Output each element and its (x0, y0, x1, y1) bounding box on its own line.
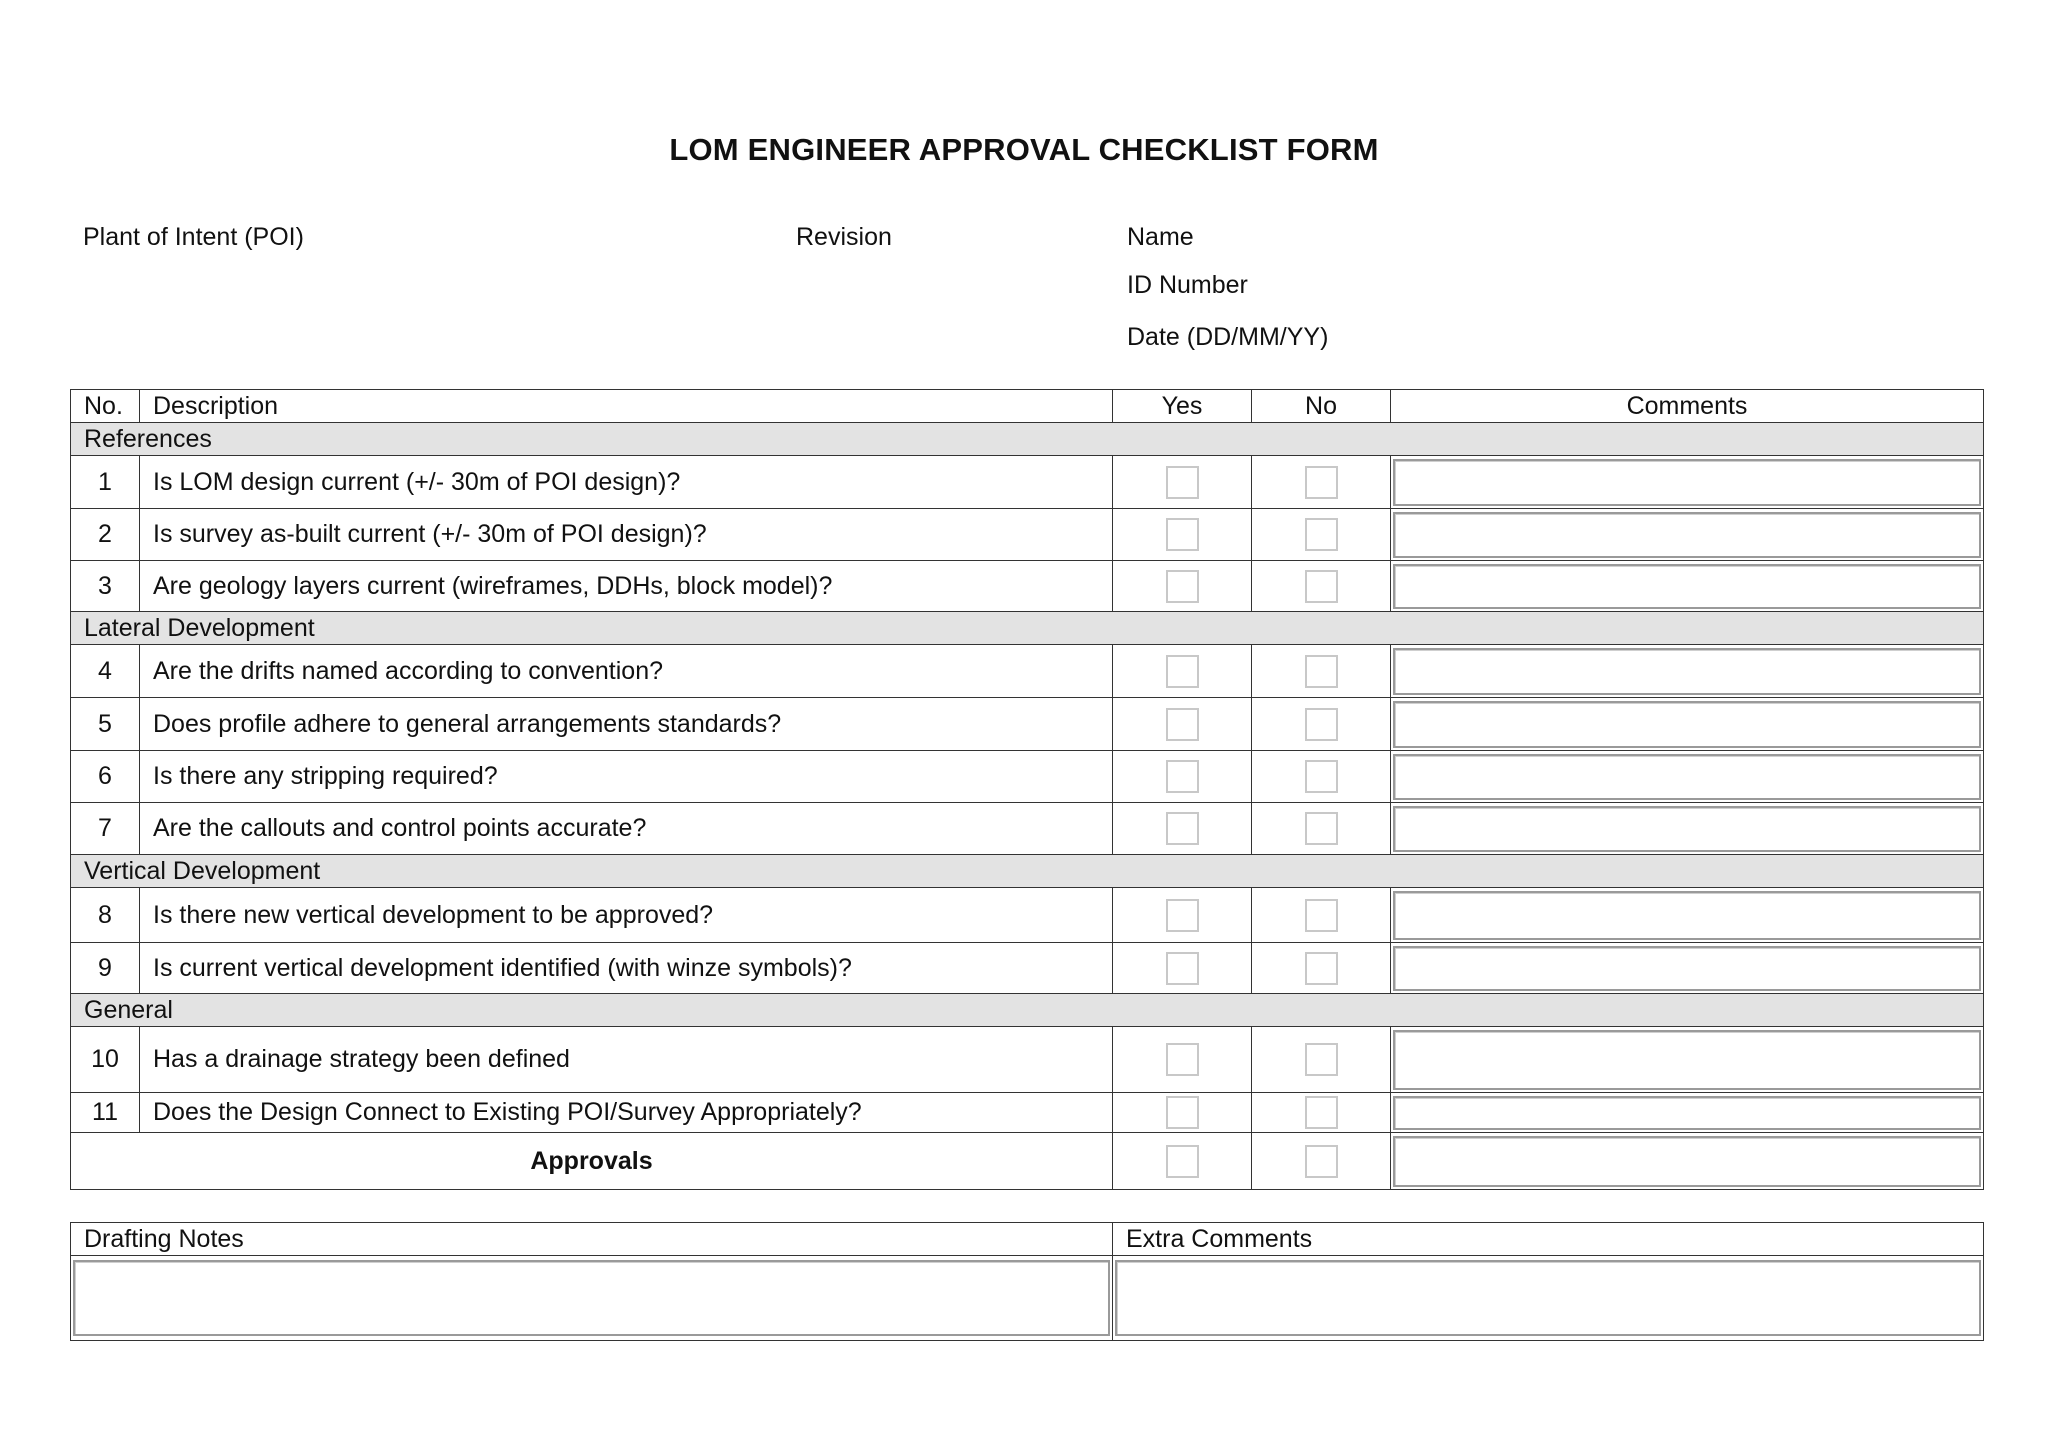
no-cell (1252, 698, 1391, 751)
no-cell (1252, 645, 1391, 698)
no-checkbox[interactable] (1305, 570, 1338, 603)
comment-cell (1391, 698, 1984, 751)
table-row (71, 456, 1984, 509)
yes-checkbox[interactable] (1166, 760, 1199, 793)
comment-field[interactable] (1393, 512, 1981, 558)
no-cell (1252, 888, 1391, 943)
column-header-description: Description (140, 390, 1113, 423)
notes-table (70, 1222, 1984, 1341)
yes-cell (1113, 888, 1252, 943)
comment-field[interactable] (1393, 1096, 1981, 1130)
comment-cell (1391, 803, 1984, 855)
item-description: Is LOM design current (+/- 30m of POI design)? (140, 456, 1113, 509)
item-description: Has a drainage strategy been defined (140, 1027, 1113, 1093)
section-row (71, 855, 1984, 888)
yes-checkbox[interactable] (1166, 899, 1199, 932)
item-number: 5 (71, 698, 140, 751)
item-number: 3 (71, 561, 140, 612)
comment-field[interactable] (1393, 1030, 1981, 1090)
extra-comments-field[interactable] (1115, 1260, 1981, 1336)
comment-cell (1391, 888, 1984, 943)
approval-yes-cell (1113, 1133, 1252, 1190)
approval-no-checkbox[interactable] (1305, 1145, 1338, 1178)
no-checkbox[interactable] (1305, 1096, 1338, 1129)
notes-header-row (71, 1223, 1984, 1256)
item-description: Is there any stripping required? (140, 751, 1113, 803)
comment-cell (1391, 943, 1984, 994)
extra-comments-cell (1113, 1256, 1984, 1341)
approvals-row (71, 1133, 1984, 1190)
yes-cell (1113, 509, 1252, 561)
date-label: Date (DD/MM/YY) (1127, 323, 1329, 351)
drafting-notes-label: Drafting Notes (71, 1223, 1113, 1256)
comment-field[interactable] (1393, 459, 1981, 506)
item-description: Are the callouts and control points accurate? (140, 803, 1113, 855)
item-description: Is there new vertical development to be approved? (140, 888, 1113, 943)
yes-checkbox[interactable] (1166, 466, 1199, 499)
item-description: Are the drifts named according to convention? (140, 645, 1113, 698)
comment-field[interactable] (1393, 806, 1981, 852)
no-cell (1252, 456, 1391, 509)
yes-cell (1113, 943, 1252, 994)
comment-cell (1391, 645, 1984, 698)
revision-label: Revision (796, 223, 892, 251)
notes-input-row (71, 1256, 1984, 1341)
section-title: References (71, 423, 1984, 456)
no-cell (1252, 561, 1391, 612)
table-row (71, 751, 1984, 803)
comment-cell (1391, 751, 1984, 803)
column-header-yes: Yes (1113, 390, 1252, 423)
table-row (71, 698, 1984, 751)
table-row (71, 943, 1984, 994)
section-row (71, 994, 1984, 1027)
approval-yes-checkbox[interactable] (1166, 1145, 1199, 1178)
comment-cell (1391, 1133, 1984, 1190)
no-checkbox[interactable] (1305, 952, 1338, 985)
section-title: Vertical Development (71, 855, 1984, 888)
item-number: 6 (71, 751, 140, 803)
item-number: 2 (71, 509, 140, 561)
item-description: Does the Design Connect to Existing POI/Survey Appropriately? (140, 1093, 1113, 1133)
item-description: Is current vertical development identified (with winze symbols)? (140, 943, 1113, 994)
section-title: General (71, 994, 1984, 1027)
comment-field[interactable] (1393, 946, 1981, 991)
no-cell (1252, 1093, 1391, 1133)
item-number: 9 (71, 943, 140, 994)
yes-checkbox[interactable] (1166, 952, 1199, 985)
yes-cell (1113, 1027, 1252, 1093)
table-row (71, 888, 1984, 943)
no-cell (1252, 509, 1391, 561)
item-description: Does profile adhere to general arrangements standards? (140, 698, 1113, 751)
column-header-no-answer: No (1252, 390, 1391, 423)
item-number: 7 (71, 803, 140, 855)
no-checkbox[interactable] (1305, 760, 1338, 793)
extra-comments-label: Extra Comments (1113, 1223, 1984, 1256)
table-row (71, 803, 1984, 855)
table-row (71, 509, 1984, 561)
no-checkbox[interactable] (1305, 899, 1338, 932)
item-number: 1 (71, 456, 140, 509)
comment-cell (1391, 561, 1984, 612)
table-row (71, 645, 1984, 698)
yes-checkbox[interactable] (1166, 655, 1199, 688)
yes-cell (1113, 1093, 1252, 1133)
yes-checkbox[interactable] (1166, 708, 1199, 741)
id-number-label: ID Number (1127, 271, 1248, 299)
form-title: LOM ENGINEER APPROVAL CHECKLIST FORM (669, 132, 1379, 167)
name-label: Name (1127, 223, 1194, 251)
no-cell (1252, 1027, 1391, 1093)
table-row (71, 1027, 1984, 1093)
approval-no-cell (1252, 1133, 1391, 1190)
item-number: 10 (71, 1027, 140, 1093)
no-checkbox[interactable] (1305, 655, 1338, 688)
no-cell (1252, 943, 1391, 994)
comment-cell (1391, 456, 1984, 509)
drafting-notes-cell (71, 1256, 1113, 1341)
yes-checkbox[interactable] (1166, 812, 1199, 845)
yes-cell (1113, 561, 1252, 612)
item-number: 11 (71, 1093, 140, 1133)
yes-cell (1113, 751, 1252, 803)
comment-field[interactable] (1393, 1136, 1981, 1187)
section-row (71, 423, 1984, 456)
yes-checkbox[interactable] (1166, 1043, 1199, 1076)
drafting-notes-field[interactable] (73, 1260, 1110, 1336)
comment-cell (1391, 1093, 1984, 1133)
section-row (71, 612, 1984, 645)
section-title: Lateral Development (71, 612, 1984, 645)
item-number: 8 (71, 888, 140, 943)
column-header-comments: Comments (1391, 390, 1984, 423)
comment-field[interactable] (1393, 891, 1981, 940)
comment-field[interactable] (1393, 754, 1981, 800)
no-checkbox[interactable] (1305, 466, 1338, 499)
item-number: 4 (71, 645, 140, 698)
item-description: Are geology layers current (wireframes, DDHs, block model)? (140, 561, 1113, 612)
checklist-table (70, 389, 1984, 1190)
no-checkbox[interactable] (1305, 1043, 1338, 1076)
plant-of-intent-label: Plant of Intent (POI) (83, 223, 304, 251)
table-header-row (71, 390, 1984, 423)
table-row (71, 1093, 1984, 1133)
yes-cell (1113, 698, 1252, 751)
yes-checkbox[interactable] (1166, 1096, 1199, 1129)
column-header-no: No. (71, 390, 140, 423)
yes-checkbox[interactable] (1166, 570, 1199, 603)
yes-cell (1113, 456, 1252, 509)
yes-cell (1113, 803, 1252, 855)
no-cell (1252, 751, 1391, 803)
comment-cell (1391, 509, 1984, 561)
no-checkbox[interactable] (1305, 708, 1338, 741)
no-checkbox[interactable] (1305, 812, 1338, 845)
comment-field[interactable] (1393, 564, 1981, 609)
comment-field[interactable] (1393, 648, 1981, 695)
approvals-label: Approvals (71, 1133, 1113, 1190)
yes-checkbox[interactable] (1166, 518, 1199, 551)
item-description: Is survey as-built current (+/- 30m of POI design)? (140, 509, 1113, 561)
no-cell (1252, 803, 1391, 855)
comment-field[interactable] (1393, 701, 1981, 748)
table-row (71, 561, 1984, 612)
yes-cell (1113, 645, 1252, 698)
no-checkbox[interactable] (1305, 518, 1338, 551)
comment-cell (1391, 1027, 1984, 1093)
